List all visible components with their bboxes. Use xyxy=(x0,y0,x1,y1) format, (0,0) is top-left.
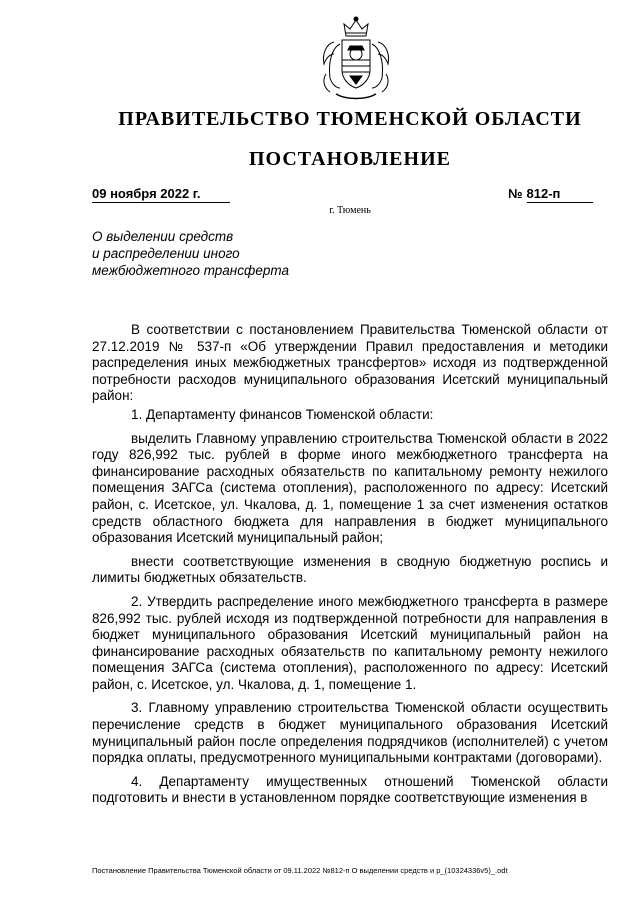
shield-icon xyxy=(342,40,370,88)
city-label: г. Тюмень xyxy=(329,205,371,216)
body-paragraph: 2. Утвердить распределение иного межбюджетного трансферта в размере 826,992 тыс. рублей исходя из подтвержденной потребности для направления в бюджет муниципального образования Исетский муниципальный район на финансирование расходных обязательств по капитальному ремонту нежилого помещения ЗАГСа (система отопления), расположенного по адресу: Исетский район, с. Исетское, ул. Чкалова, д. 1, помещение 1. xyxy=(92,593,608,692)
body-paragraph: 4. Департаменту имущественных отношений Тюменской области подготовить и внести в установленном порядке соответствующие изменения в xyxy=(92,773,608,806)
ribbon-icon xyxy=(336,94,376,99)
document-subject xyxy=(92,228,332,279)
body-paragraph: выделить Главному управлению строительства Тюменской области в 2022 году 826,992 тыс. рублей в форме иного межбюджетного трансферта на финансирование расходных обязательств по капитальному ремонту нежилого помещения ЗАГСа (система отопления), расположенного по адресу: Исетский район, с. Исетское, ул. Чкалова, д. 1, помещение 1 за счет изменения остатков средств областного бюджета для направления в бюджет муниципального образования Исетский муниципальный район; xyxy=(92,430,608,546)
subject-line: межбюджетного трансферта xyxy=(92,263,290,278)
coat-of-arms-emblem xyxy=(318,14,394,102)
document-number xyxy=(508,186,604,203)
subject-line: и распределении иного xyxy=(92,246,240,261)
document-type-title: ПОСТАНОВЛЕНИЕ xyxy=(249,148,451,170)
body-paragraph: 1. Департаменту финансов Тюменской области: xyxy=(131,406,434,422)
document-date: 09 ноября 2022 г. xyxy=(92,186,230,203)
document-body xyxy=(92,322,608,814)
page-footer: Постановление Правительства Тюменской области от 09.11.2022 №812-п О выделении средств и р_(10324336v5)_.odt xyxy=(92,866,508,875)
body-paragraph: внести соответствующие изменения в сводную бюджетную роспись и лимиты бюджетных обязательств. xyxy=(92,553,608,586)
body-paragraph: 3. Главному управлению строительства Тюменской области осуществить перечисление средств в бюджет муниципального образования Исетский муниципальный район после определения подрядчиков (исполнителей) с учетом порядка оплаты, предусмотренного муниципальными контрактами (договорами). xyxy=(92,700,608,766)
number-sign: № xyxy=(508,186,523,201)
body-paragraph: В соответствии с постановлением Правительства Тюменской области от 27.12.2019 № 537-п «Об утверждении Правил предоставления и методики распределения иных межбюджетных трансфертов» исходя из подтвержденной потребности расходов муниципального образования Исетский муниципальный район: xyxy=(92,322,608,404)
government-title: ПРАВИТЕЛЬСТВО ТЮМЕНСКОЙ ОБЛАСТИ xyxy=(118,108,582,130)
subject-line: О выделении средств xyxy=(92,229,234,244)
number-value: 812-п xyxy=(527,186,593,203)
crown-icon xyxy=(344,17,368,36)
